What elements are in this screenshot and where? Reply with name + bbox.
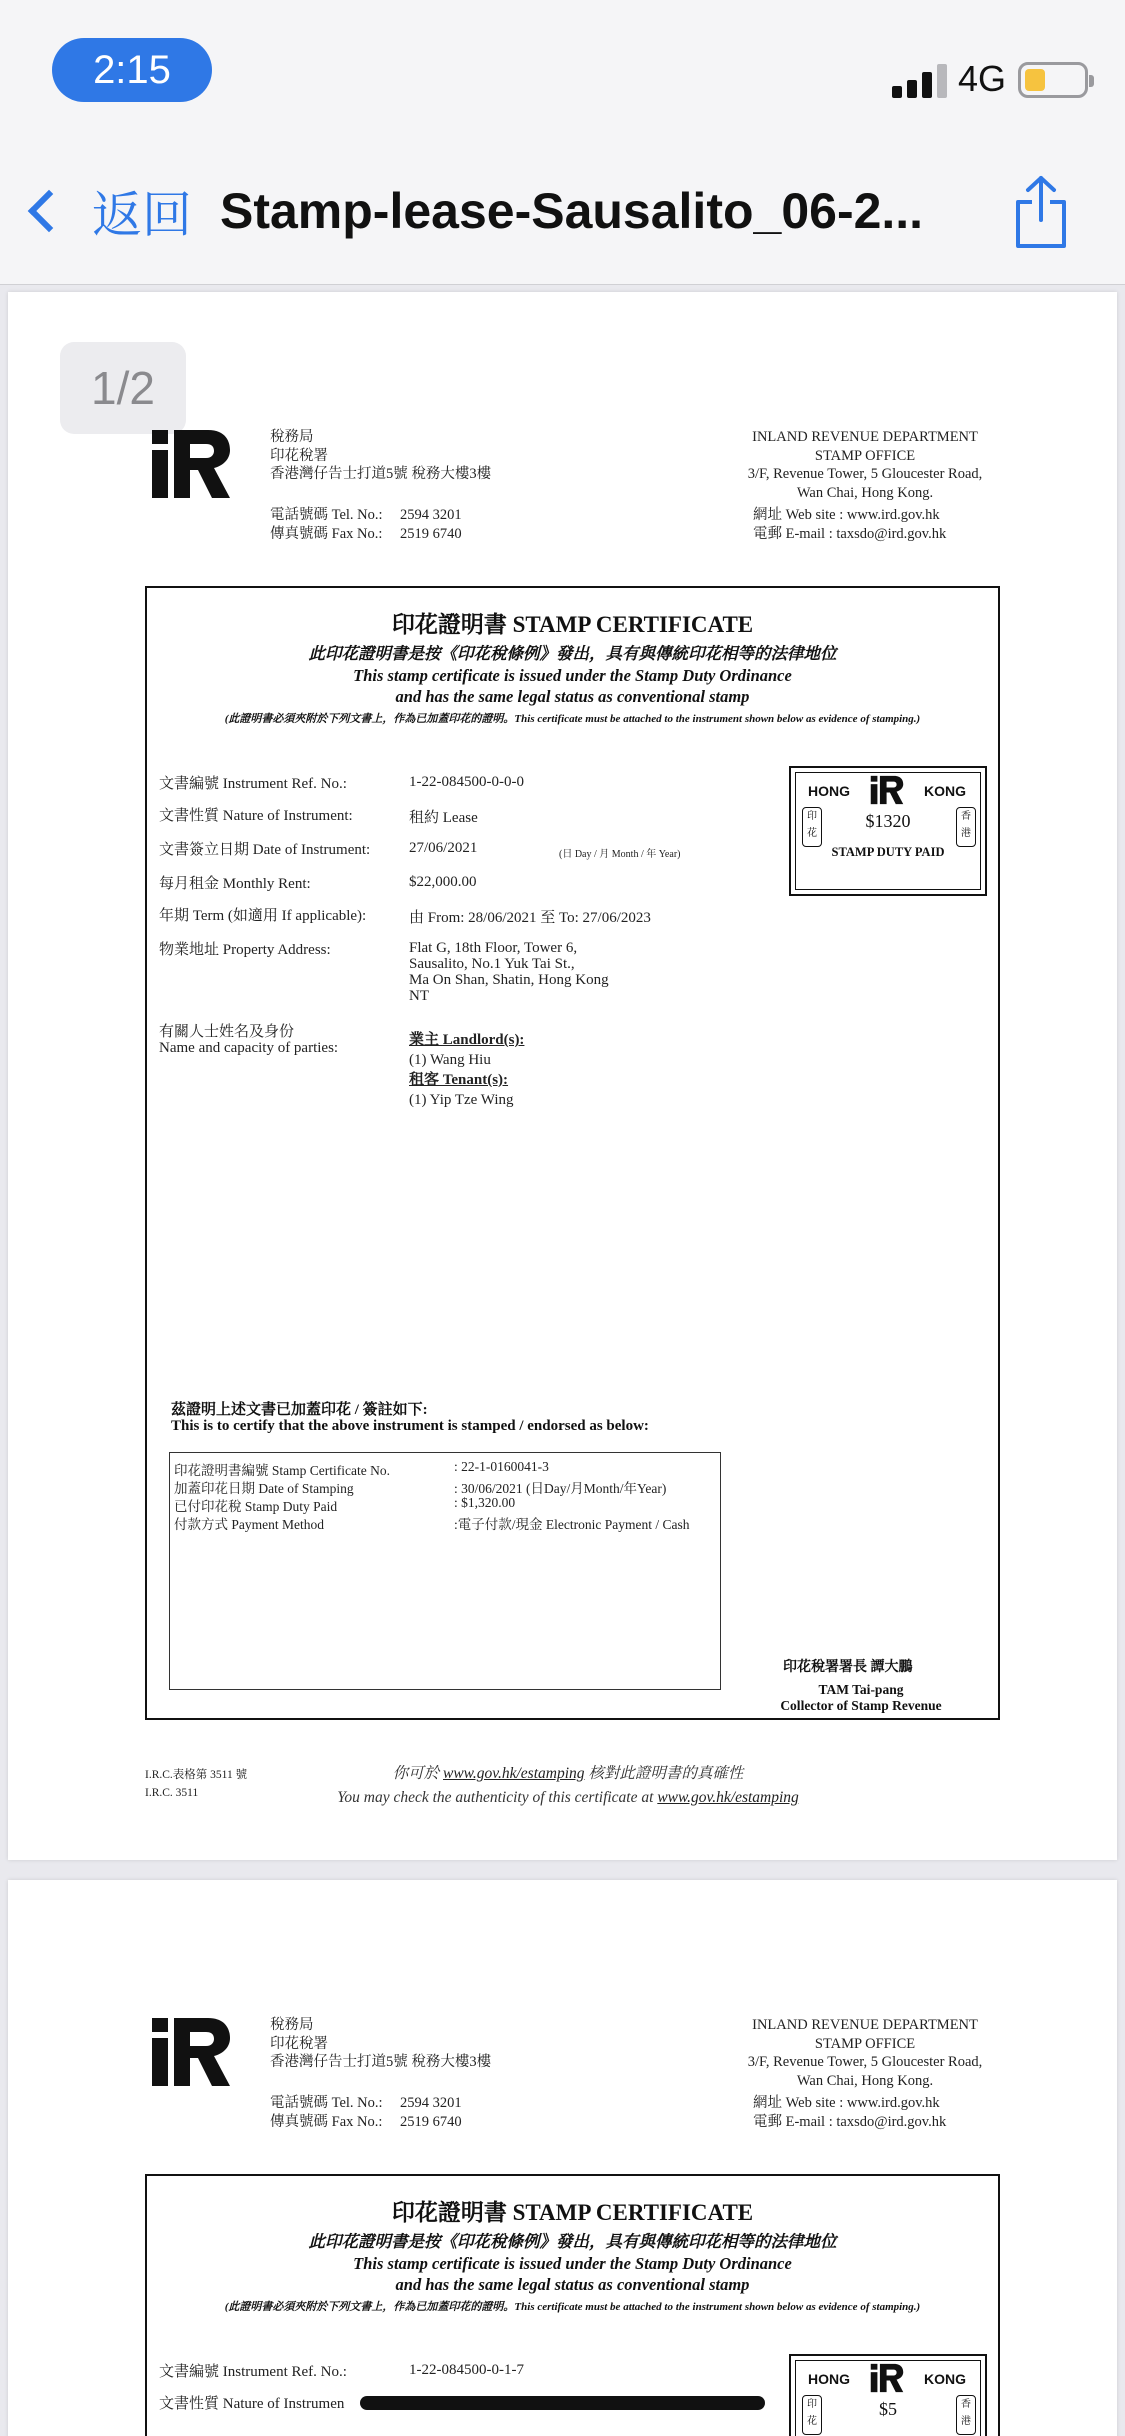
address-label: 物業地址 Property Address: bbox=[159, 942, 331, 958]
certificate-statement-en-1: This stamp certificate is issued under the Stamp Duty Ordinance bbox=[353, 2254, 792, 2273]
tenant-label: 租客 Tenant(s): bbox=[409, 1072, 509, 1088]
battery-icon bbox=[1018, 62, 1088, 98]
seal-right: 香港 bbox=[956, 807, 976, 847]
website: 網址 Web site : www.ird.gov.hk bbox=[753, 507, 940, 523]
header-line: 3/F, Revenue Tower, 5 Gloucester Road, bbox=[747, 466, 983, 482]
certificate-note: (此證明書必須夾附於下列文書上，作為已加蓋印花的證明。This certificate must be attached to the instrument shown below as evidence of stamping.) bbox=[224, 2301, 921, 2313]
form-number bbox=[145, 1766, 247, 1802]
verify-zh-post: 核對此證明書的真確性 bbox=[588, 1765, 744, 1782]
detail-value: :電子付款/現金 Electronic Payment / Cash bbox=[454, 1517, 690, 1532]
verify-link[interactable]: www.gov.hk/estamping bbox=[657, 1789, 799, 1806]
parties-label bbox=[159, 1024, 338, 1056]
term-value: 由 From: 28/06/2021 至 To: 27/06/2023 bbox=[409, 910, 651, 926]
address-value bbox=[409, 940, 609, 1004]
nature-label: 文書性質 Nature of Instrument: bbox=[159, 808, 353, 824]
ref-value: 1-22-084500-0-1-7 bbox=[409, 2362, 524, 2378]
rent-label: 每月租金 Monthly Rent: bbox=[159, 876, 311, 892]
certificate-statement-en-2: and has the same legal status as conventional stamp bbox=[395, 2275, 750, 2294]
parties-label-en: Name and capacity of parties: bbox=[159, 1040, 339, 1056]
address-line: NT bbox=[409, 988, 429, 1004]
stamp-duty-paid-stamp bbox=[789, 2354, 987, 2436]
verify-note bbox=[288, 1762, 848, 1810]
fax-number: 2519 6740 bbox=[400, 526, 462, 542]
detail-label: 加蓋印花日期 Date of Stamping bbox=[174, 1481, 354, 1496]
stamp-kong: KONG bbox=[924, 783, 966, 799]
date-value: 27/06/2021 bbox=[409, 840, 478, 856]
ird-address-en bbox=[720, 428, 1010, 502]
rent-value: $22,000.00 bbox=[409, 874, 477, 890]
stamp-paid-label: STAMP DUTY PAID bbox=[831, 845, 945, 859]
detail-value: : $1,320.00 bbox=[454, 1495, 516, 1510]
detail-value: : 30/06/2021 (日Day/月Month/年Year) bbox=[454, 1481, 667, 1496]
nature-label: 文書性質 Nature of Instrumen bbox=[159, 2396, 345, 2412]
certificate-title: 印花證明書 STAMP CERTIFICATE bbox=[391, 612, 754, 637]
certificate-statement-zh: 此印花證明書是按《印花稅條例》發出，具有與傳統印花相等的法律地位 bbox=[308, 644, 837, 663]
certificate-statement-zh: 此印花證明書是按《印花稅條例》發出，具有與傳統印花相等的法律地位 bbox=[308, 2232, 837, 2251]
certificate-note: (此證明書必須夾附於下列文書上，作為已加蓋印花的證明。This certificate must be attached to the instrument shown below as evidence of stamping.) bbox=[224, 713, 921, 725]
header-line: STAMP OFFICE bbox=[814, 2035, 916, 2052]
header-line: Wan Chai, Hong Kong. bbox=[796, 484, 934, 501]
seal-left: 印花 bbox=[802, 2395, 822, 2435]
stamp-duty-paid-stamp bbox=[789, 766, 987, 896]
certify-statement-en: This is to certify that the above instrument is stamped / endorsed as below: bbox=[171, 1418, 649, 1434]
header-line: 稅務局 bbox=[270, 2017, 314, 2033]
certificate-statement-en-1: This stamp certificate is issued under the Stamp Duty Ordinance bbox=[353, 666, 792, 685]
header-line: STAMP OFFICE bbox=[814, 447, 916, 464]
form-number-zh: I.R.C.表格第 3511 號 bbox=[145, 1769, 248, 1781]
verify-link[interactable]: www.gov.hk/estamping bbox=[443, 1765, 585, 1782]
ref-value: 1-22-084500-0-0-0 bbox=[409, 774, 524, 790]
ird-address-en bbox=[720, 2016, 1010, 2090]
parties-value bbox=[409, 1030, 524, 1110]
seal-left: 印花 bbox=[802, 807, 822, 847]
landlord-label: 業主 Landlord(s): bbox=[409, 1032, 525, 1048]
ird-web bbox=[753, 506, 946, 544]
stamp-hong: HONG bbox=[808, 2371, 850, 2387]
signatory-zh: 印花稅署署長 譚大鵬 bbox=[783, 1660, 913, 1675]
ref-label: 文書編號 Instrument Ref. No.: bbox=[159, 2364, 347, 2380]
ird-contact bbox=[270, 2094, 462, 2132]
ird-address-zh bbox=[270, 2016, 491, 2072]
detail-label: 已付印花稅 Stamp Duty Paid bbox=[174, 1499, 338, 1514]
detail-label: 付款方式 Payment Method bbox=[174, 1517, 324, 1532]
email: 電郵 E-mail : taxsdo@ird.gov.hk bbox=[753, 2114, 947, 2130]
ird-logo bbox=[869, 2363, 905, 2393]
date-label: 文書簽立日期 Date of Instrument: bbox=[159, 842, 371, 858]
page-indicator: 1/2 bbox=[60, 342, 186, 434]
back-button[interactable] bbox=[20, 176, 192, 246]
chevron-left-icon bbox=[28, 190, 70, 232]
stamp-hong: HONG bbox=[808, 783, 850, 799]
cellular-signal-icon bbox=[892, 64, 948, 98]
parties-label-zh: 有關人士姓名及身份 bbox=[159, 1024, 295, 1040]
home-indicator[interactable] bbox=[360, 2396, 765, 2410]
ird-logo bbox=[150, 2016, 232, 2088]
signatory-en bbox=[761, 1682, 961, 1714]
fax-number: 2519 6740 bbox=[400, 2114, 462, 2130]
address-line: Ma On Shan, Shatin, Hong Kong bbox=[409, 972, 609, 988]
nature-value: 租約 Lease bbox=[409, 810, 478, 826]
stamping-details-box bbox=[169, 1452, 721, 1690]
network-type: 4G bbox=[958, 58, 1007, 99]
form-number-en: I.R.C. 3511 bbox=[145, 1787, 199, 1799]
seal-right: 香港 bbox=[956, 2395, 976, 2435]
header-line: 香港灣仔告士打道5號 稅務大樓3樓 bbox=[270, 466, 492, 482]
pdf-page-2[interactable] bbox=[8, 1880, 1117, 2436]
ref-label: 文書編號 Instrument Ref. No.: bbox=[159, 776, 347, 792]
tenant-value: (1) Yip Tze Wing bbox=[409, 1092, 514, 1108]
header-line: Wan Chai, Hong Kong. bbox=[796, 2072, 934, 2089]
tel-label: 電話號碼 Tel. No.: bbox=[270, 507, 383, 523]
ird-address-zh bbox=[270, 428, 491, 484]
header-line: INLAND REVENUE DEPARTMENT bbox=[752, 2017, 978, 2033]
detail-value: : 22-1-0160041-3 bbox=[454, 1459, 549, 1474]
header-line: 印花稅署 bbox=[270, 447, 328, 464]
verify-zh-pre: 你可於 bbox=[392, 1765, 440, 1782]
stamp-certificate bbox=[145, 586, 1000, 1720]
header-line: 3/F, Revenue Tower, 5 Gloucester Road, bbox=[747, 2054, 983, 2070]
ird-logo bbox=[150, 428, 232, 500]
status-bar bbox=[0, 0, 1125, 140]
stamp-kong: KONG bbox=[924, 2371, 966, 2387]
tel-label: 電話號碼 Tel. No.: bbox=[270, 2095, 383, 2111]
stamp-amount: $5 bbox=[879, 2399, 897, 2419]
ird-logo bbox=[869, 775, 905, 805]
certify-statement-zh: 茲證明上述文書已加蓋印花 / 簽註如下: bbox=[171, 1402, 428, 1418]
date-hint: (日 Day / 月 Month / 年 Year) bbox=[559, 849, 681, 860]
ird-web bbox=[753, 2094, 946, 2132]
share-icon[interactable] bbox=[1010, 174, 1072, 250]
status-time[interactable]: 2:15 bbox=[52, 38, 212, 102]
address-line: Sausalito, No.1 Yuk Tai St., bbox=[409, 956, 575, 972]
address-line: Flat G, 18th Floor, Tower 6, bbox=[409, 940, 578, 956]
website: 網址 Web site : www.ird.gov.hk bbox=[753, 2095, 940, 2111]
certificate-statement-en-2: and has the same legal status as conventional stamp bbox=[395, 687, 750, 706]
stamp-amount: $1320 bbox=[865, 811, 911, 831]
fax-label: 傳真號碼 Fax No.: bbox=[270, 526, 383, 542]
battery-level bbox=[1025, 69, 1045, 91]
landlord-value: (1) Wang Hiu bbox=[409, 1052, 491, 1068]
fax-label: 傳真號碼 Fax No.: bbox=[270, 2114, 383, 2130]
email: 電郵 E-mail : taxsdo@ird.gov.hk bbox=[753, 526, 947, 542]
certificate-title: 印花證明書 STAMP CERTIFICATE bbox=[391, 2200, 754, 2225]
header-line: 印花稅署 bbox=[270, 2035, 328, 2052]
header-line: INLAND REVENUE DEPARTMENT bbox=[752, 429, 978, 445]
back-label: 返回 bbox=[92, 187, 192, 243]
signatory-name: TAM Tai-pang bbox=[818, 1682, 904, 1697]
pdf-page-1[interactable] bbox=[8, 292, 1117, 1860]
ird-contact bbox=[270, 506, 462, 544]
header-line: 香港灣仔告士打道5號 稅務大樓3樓 bbox=[270, 2054, 492, 2070]
navigation-bar bbox=[0, 140, 1125, 285]
header-line: 稅務局 bbox=[270, 429, 314, 445]
tel-number: 2594 3201 bbox=[400, 2095, 462, 2111]
signatory-title: Collector of Stamp Revenue bbox=[780, 1698, 942, 1713]
verify-en-pre: You may check the authenticity of this certificate at bbox=[337, 1789, 654, 1806]
term-label: 年期 Term (如適用 If applicable): bbox=[159, 908, 367, 924]
tel-number: 2594 3201 bbox=[400, 507, 462, 523]
document-title: Stamp-lease-Sausalito_06-2... bbox=[220, 183, 924, 239]
detail-label: 印花證明書編號 Stamp Certificate No. bbox=[174, 1463, 390, 1478]
